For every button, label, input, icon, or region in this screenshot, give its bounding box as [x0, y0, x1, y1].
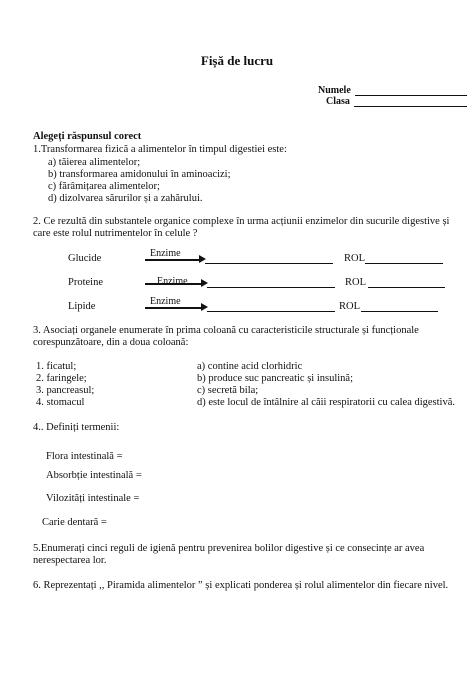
q4-term-carie: Carie dentară =	[42, 517, 107, 528]
q1-option-c[interactable]: c) fărâmițarea alimentelor;	[48, 181, 160, 192]
q3-feature-c: c) secretă bila;	[197, 385, 259, 396]
q2-row-glucide-label: Glucide	[68, 253, 102, 264]
q2-row-lipide-arrow-label: Enzime	[150, 296, 181, 307]
q2-line1: 2. Ce rezultă din substantele organice complexe în urma acțiunii enzimelor din sucurile digestive și	[33, 216, 450, 227]
class-field-line[interactable]	[354, 106, 467, 107]
page-title: Fișă de lucru	[200, 53, 274, 68]
q2-row-proteine-rol-label: ROL	[345, 277, 366, 288]
q4-question: 4.. Definiți termenii:	[33, 422, 120, 433]
q3-organ-1: 1. ficatul;	[36, 361, 77, 372]
q1-question: 1.Transformarea fizică a alimentelor în timpul digestiei este:	[33, 144, 287, 155]
q2-row-lipide-label: Lipide	[68, 301, 96, 312]
class-label: Clasa	[326, 96, 350, 107]
q1-option-a[interactable]: a) tăierea alimentelor;	[48, 157, 141, 168]
q4-term-absorbtie: Absorbție intestinală =	[46, 470, 142, 481]
q3-feature-b: b) produce suc pancreatic și insulină;	[197, 373, 353, 384]
q4-term-flora: Flora intestinală =	[46, 451, 123, 462]
q2-row-proteine-label: Proteine	[68, 277, 103, 288]
q6-line1: 6. Reprezentați ,, Piramida alimentelor ” și explicati ponderea și rolul alimentelor din fiecare nivel.	[33, 580, 449, 591]
q2-row-proteine-rol-line[interactable]	[368, 287, 445, 288]
q2-row-lipide-rol-line[interactable]	[361, 311, 438, 312]
q2-row-lipide-arrow-icon	[145, 307, 202, 309]
q5-line1: 5.Enumerați cinci reguli de igienă pentru prevenirea bolilor digestive și ce consecințe ar avea	[33, 543, 425, 554]
q2-row-glucide-arrow-icon	[145, 259, 200, 261]
q2-row-glucide-rol-line[interactable]	[365, 263, 443, 264]
name-field-line[interactable]	[355, 95, 467, 96]
q2-row-glucide-rol-label: ROL	[344, 253, 365, 264]
q2-row-glucide-arrow-label: Enzime	[150, 248, 181, 259]
q5-line2: nerespectarea lor.	[33, 555, 107, 566]
q2-row-proteine-arrow-icon	[145, 283, 202, 285]
q2-row-proteine-answer-line[interactable]	[207, 287, 335, 288]
q3-feature-d: d) este locul de întâlnire al căii respiratorii cu calea digestivă.	[197, 397, 456, 408]
q2-row-proteine-arrow-label: Enzime	[157, 276, 188, 287]
q2-row-glucide-answer-line[interactable]	[205, 263, 333, 264]
q3-line2: corespunzătoare, din a doua coloană:	[33, 337, 189, 348]
q3-line1: 3. Asociați organele enumerate în prima coloană cu caracteristicile structurale și funcționale	[33, 325, 419, 336]
q3-organ-4: 4. stomacul	[36, 397, 85, 408]
q3-feature-a: a) contine acid clorhidric	[197, 361, 303, 372]
q2-row-lipide-rol-label: ROL	[339, 301, 360, 312]
section-title: Alegeți răspunsul corect	[33, 131, 142, 142]
name-label: Numele	[318, 85, 351, 96]
q2-line2: care este rolul nutrimentelor în celule ?	[33, 228, 198, 239]
q1-option-d[interactable]: d) dizolvarea sărurilor și a zahărului.	[48, 193, 203, 204]
q4-term-vilozitati: Vilozități intestinale =	[46, 493, 140, 504]
q3-organ-3: 3. pancreasul;	[36, 385, 95, 396]
q3-organ-2: 2. faringele;	[36, 373, 87, 384]
q2-row-lipide-answer-line[interactable]	[207, 311, 335, 312]
q1-option-b[interactable]: b) transformarea amidonului în aminoacizi;	[48, 169, 231, 180]
